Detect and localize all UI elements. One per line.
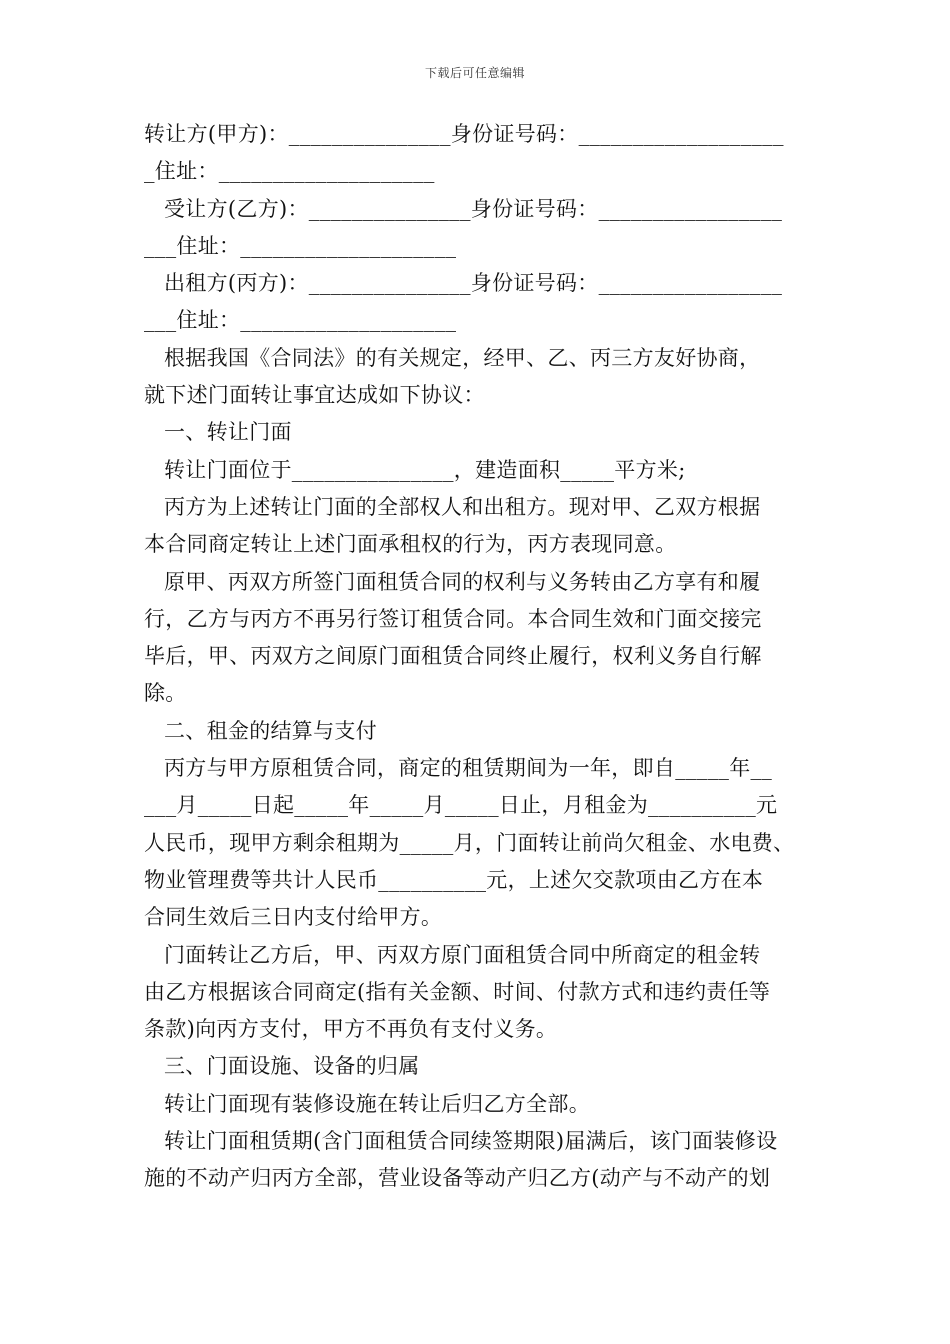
page-header-note: 下载后可任意编辑 — [424, 66, 525, 80]
text-line: 转让门面现有装修设施在转让后归乙方全部。 — [164, 1091, 590, 1116]
text-line: ___住址：____________________ — [144, 233, 457, 258]
text-line: 出租方(丙方)：_______________身份证号码：_________________ — [164, 271, 783, 296]
text-line: 合同生效后三日内支付给甲方。 — [144, 905, 443, 930]
document-body — [144, 116, 808, 1198]
text-line: ___月_____日起_____年_____月_____日止，月租金为__________元 — [144, 793, 778, 818]
text-line: 转让门面租赁期(含门面租赁合同续签期限)届满后，该门面装修设 — [164, 1129, 778, 1154]
text-line: 转让门面位于_______________，建造面积_____平方米; — [164, 457, 686, 482]
text-line: 行，乙方与丙方不再另行签订租赁合同。本合同生效和门面交接完 — [144, 606, 762, 631]
text-line: 除。 — [144, 681, 187, 706]
text-line: ___住址：____________________ — [144, 308, 457, 333]
section-heading: 三、门面设施、设备的归属 — [164, 1054, 420, 1079]
text-line: 毕后，甲、丙双方之间原门面租赁合同终止履行，权利义务自行解 — [144, 644, 762, 669]
text-line: 转让方(甲方)：_______________身份证号码：___________________ — [144, 122, 784, 146]
text-line: 丙方为上述转让门面的全部权人和出租方。现对甲、乙双方根据 — [164, 494, 761, 519]
text-line: 条款)向丙方支付，甲方不再负有支付义务。 — [144, 1017, 558, 1042]
text-line: 丙方与甲方原租赁合同，商定的租赁期间为一年，即自_____年__ — [164, 756, 773, 781]
text-line: 门面转让乙方后，甲、丙双方原门面租赁合同中所商定的租金转 — [164, 942, 761, 967]
section-heading: 二、租金的结算与支付 — [164, 718, 377, 743]
text-line: 本合同商定转让上述门面承租权的行为，丙方表现同意。 — [144, 532, 677, 557]
text-line: 物业管理费等共计人民币__________元，上述欠交款项由乙方在本 — [144, 867, 764, 892]
text-line: 就下述门面转让事宜达成如下协议： — [144, 383, 485, 408]
text-line: 受让方(乙方)：_______________身份证号码：_________________ — [164, 196, 783, 221]
text-line: 原甲、丙双方所签门面租赁合同的权利与义务转由乙方享有和履 — [164, 569, 761, 594]
text-line: 由乙方根据该合同商定(指有关金额、时间、付款方式和违约责任等 — [144, 979, 771, 1004]
text-line: 人民币，现甲方剩余租期为_____月，门面转让前尚欠租金、水电费、 — [144, 830, 795, 855]
text-line: 施的不动产归丙方全部，营业设备等动产归乙方(动产与不动产的划 — [144, 1166, 771, 1191]
text-line: 根据我国《合同法》的有关规定，经甲、乙、丙三方友好协商， — [164, 345, 761, 370]
text-line: _住址：____________________ — [144, 159, 435, 184]
section-heading: 一、转让门面 — [164, 420, 292, 445]
